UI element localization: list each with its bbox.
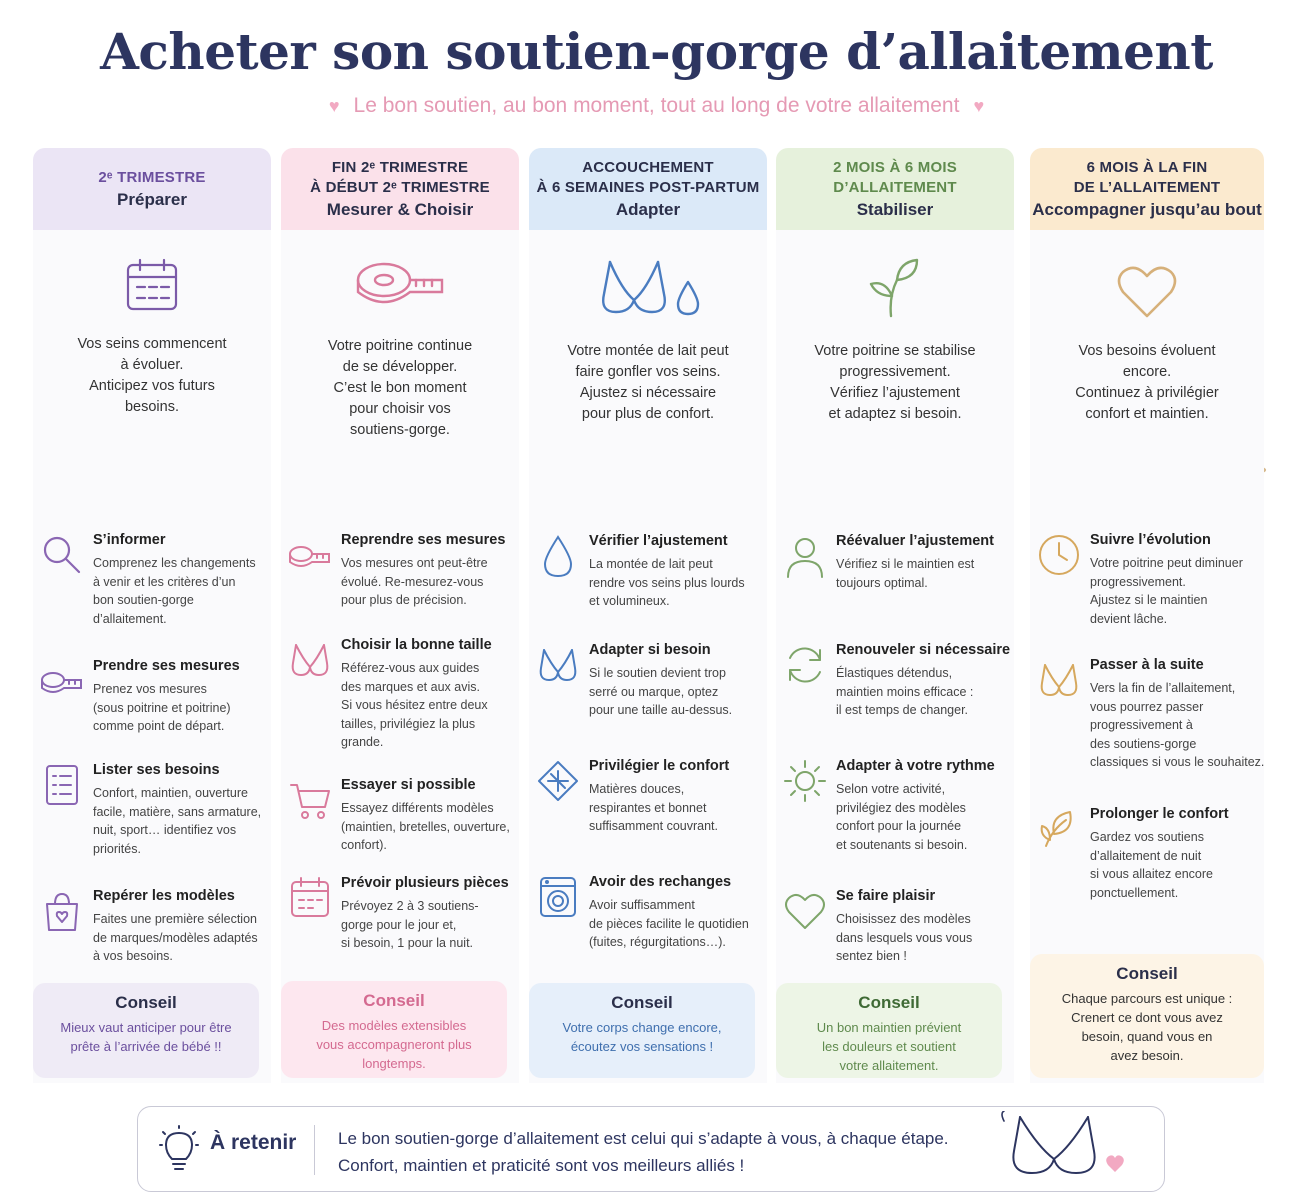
- item-text: Si le soutien devient trop serré ou marque, optez pour une taille au-dessus.: [589, 666, 733, 717]
- item-text: Vers la fin de l’allaitement, vous pourrez passer progressivement à des soutiens-gorge classiques si vous le souhaitez.: [1090, 681, 1265, 769]
- item-title: Repérer les modèles: [93, 888, 235, 904]
- tip-box: [1030, 954, 1264, 1078]
- stage-label: ACCOUCHEMENT À 6 SEMAINES POST-PARTUM: [536, 159, 760, 196]
- washing-machine-icon: [535, 874, 581, 920]
- sun-icon: [782, 758, 828, 804]
- item-title: Se faire plaisir: [836, 888, 936, 904]
- item-text: Faites une première sélection de marques/modèles adaptés à vos besoins.: [93, 912, 258, 963]
- bra-illustration-icon: [998, 1111, 1158, 1187]
- takeaway-text: [338, 1125, 949, 1179]
- takeaway-line-2: Confort, maintien et praticité sont vos meilleurs alliés !: [338, 1156, 745, 1175]
- takeaway-label: À retenir: [210, 1131, 297, 1154]
- item-title: Adapter à votre rythme: [836, 758, 995, 774]
- stage-intro: Vos besoins évoluent encore. Continuez à privilégier confort et maintien.: [1075, 343, 1219, 422]
- drop-icon: [535, 533, 581, 579]
- item-text: Prévoyez 2 à 3 soutiens- gorge pour le jour et, si besoin, 1 pour la nuit.: [341, 899, 479, 950]
- item-title: Suivre l’évolution: [1090, 532, 1211, 548]
- item-text: Selon votre activité, privilégiez des modèles confort pour la journée et soutenants si besoin.: [836, 782, 968, 852]
- item-title: Reprendre ses mesures: [341, 532, 506, 548]
- magnifier-icon: [39, 532, 85, 578]
- item-title: Lister ses besoins: [93, 762, 220, 778]
- stage-intro: Votre poitrine continue de se développer. C’est le bon moment pour choisir vos soutiens-gorge.: [327, 338, 473, 438]
- phase-label: Préparer: [117, 190, 187, 209]
- phase-label: Adapter: [615, 200, 681, 219]
- tip-text: Des modèles extensibles vous accompagneront plus longtemps.: [316, 1018, 472, 1071]
- heart-icon: ♥: [973, 96, 985, 116]
- item-text: Vérifiez si le maintien est toujours optimal.: [836, 557, 975, 590]
- heart-icon: ♥: [328, 96, 340, 116]
- item-text: Matières douces, respirantes et bonnet suffisamment couvrant.: [589, 782, 718, 833]
- item-title: Vérifier l’ajustement: [589, 533, 728, 549]
- item-text: Confort, maintien, ouverture facile, matière, sans armature, nuit, sport… identifiez vos priorités.: [93, 786, 262, 856]
- stage-header: [529, 148, 767, 230]
- calendar-icon: [33, 256, 271, 326]
- item-title: Prolonger le confort: [1090, 806, 1229, 822]
- bra-icon: [1036, 657, 1082, 703]
- item-text: Élastiques détendus, maintien moins efficace : il est temps de changer.: [836, 666, 974, 717]
- stage-header: [776, 148, 1014, 230]
- refresh-icon: [782, 642, 828, 688]
- tip-title: Conseil: [611, 993, 673, 1012]
- stage-column-4: [776, 148, 1014, 1083]
- stage-column-2: [281, 148, 519, 1083]
- item-text: Essayez différents modèles (maintien, bretelles, ouverture, confort).: [341, 801, 510, 852]
- stage-intro: Votre poitrine se stabilise progressivement. Vérifiez l’ajustement et adaptez si besoin.: [814, 343, 976, 422]
- stage-column-3: [529, 148, 767, 1083]
- stage-header: [281, 148, 519, 230]
- item-title: S’informer: [93, 532, 166, 548]
- stage-column-5: [1030, 148, 1264, 1083]
- item-title: Avoir des rechanges: [589, 874, 732, 890]
- item-title: Prévoir plusieurs pièces: [341, 875, 509, 891]
- tip-box: [776, 983, 1002, 1078]
- tip-text: Chaque parcours est unique : Crenert ce dont vous avez besoin, quand vous en avez besoin.: [1061, 991, 1233, 1063]
- tip-text: Mieux vaut anticiper pour être prête à l’arrivée de bébé !!: [60, 1020, 232, 1054]
- key-takeaway-banner: [137, 1106, 1165, 1192]
- item-title: Essayer si possible: [341, 777, 476, 793]
- shopping-cart-icon: [287, 777, 333, 823]
- measuring-tape-icon: [39, 658, 85, 704]
- leaf-icon: [1036, 806, 1082, 852]
- stage-header: [33, 148, 271, 230]
- stage-label: FIN 2ᵉ TRIMESTRE À DÉBUT 2ᵉ TRIMESTRE: [310, 159, 490, 196]
- person-icon: [782, 533, 828, 579]
- measuring-tape-icon: [281, 256, 519, 326]
- stage-label: 6 MOIS À LA FIN DE L’ALLAITEMENT: [1073, 159, 1221, 196]
- item-title: Passer à la suite: [1090, 657, 1204, 673]
- item-text: La montée de lait peut rendre vos seins plus lourds et volumineux.: [589, 557, 745, 608]
- fabric-icon: [535, 758, 581, 804]
- sprout-icon: [776, 256, 1014, 326]
- page-title: Acheter son soutien-gorge d’allaitement: [100, 22, 1213, 81]
- item-title: Réévaluer l’ajustement: [836, 533, 994, 549]
- tip-box: [33, 983, 259, 1078]
- heart-icon: [782, 888, 828, 934]
- item-text: Prenez vos mesures (sous poitrine et poitrine) comme point de départ.: [93, 682, 231, 733]
- item-text: Comprenez les changements à venir et les critères d’un bon soutien-gorge d’allaitement.: [93, 556, 256, 626]
- tip-title: Conseil: [858, 993, 920, 1012]
- stage-label: 2 MOIS À 6 MOIS D’ALLAITEMENT: [833, 159, 957, 196]
- bra-drop-icon: [529, 256, 767, 326]
- calendar-icon: [287, 875, 333, 921]
- item-title: Renouveler si nécessaire: [836, 642, 1011, 658]
- stage-intro: Votre montée de lait peut faire gonfler vos seins. Ajustez si nécessaire pour plus de confort.: [567, 343, 729, 422]
- lightbulb-icon: [158, 1125, 200, 1175]
- tip-text: Votre corps change encore, écoutez vos sensations !: [562, 1020, 722, 1054]
- tip-box: [281, 981, 507, 1078]
- bra-icon: [287, 637, 333, 683]
- item-title: Privilégier le confort: [589, 758, 730, 774]
- item-title: Choisir la bonne taille: [341, 637, 492, 653]
- item-text: Gardez vos soutiens d’allaitement de nuit si vous allaitez encore ponctuellement.: [1090, 830, 1213, 900]
- page-subtitle: [0, 94, 1313, 118]
- tip-box: [529, 983, 755, 1078]
- item-text: Vos mesures ont peut-être évolué. Re-mesurez-vous pour plus de précision.: [341, 556, 488, 607]
- checklist-icon: [39, 762, 85, 808]
- phase-label: Mesurer & Choisir: [326, 200, 474, 219]
- clock-icon: [1036, 532, 1082, 578]
- item-text: Choisissez des modèles dans lesquels vous vous sentez bien !: [836, 912, 973, 963]
- item-title: Adapter si besoin: [589, 642, 711, 658]
- measuring-tape-icon: [287, 532, 333, 578]
- item-title: Prendre ses mesures: [93, 658, 240, 674]
- item-text: Référez-vous aux guides des marques et aux avis. Si vous hésitez entre deux tailles, privilégiez la plus grande.: [341, 661, 488, 749]
- shopping-bag-icon: [39, 888, 85, 934]
- bra-icon: [535, 642, 581, 688]
- stage-column-1: [33, 148, 271, 1083]
- subtitle-text: Le bon soutien, au bon moment, tout au long de votre allaitement: [353, 94, 960, 117]
- takeaway-line-1: Le bon soutien-gorge d’allaitement est celui qui s’adapte à vous, à chaque étape.: [338, 1129, 949, 1148]
- tip-title: Conseil: [115, 993, 177, 1012]
- heart-icon: [1030, 260, 1264, 330]
- item-text: Votre poitrine peut diminuer progressivement. Ajustez si le maintien devient lâche.: [1090, 556, 1243, 626]
- phase-label: Accompagner jusqu’au bout: [1032, 200, 1262, 219]
- item-text: Avoir suffisamment de pièces facilite le quotidien (fuites, régurgitations…).: [589, 898, 749, 949]
- stage-header: [1030, 148, 1264, 230]
- tip-title: Conseil: [1116, 964, 1178, 983]
- phase-label: Stabiliser: [856, 200, 934, 219]
- stage-label: 2ᵉ TRIMESTRE: [98, 169, 206, 186]
- tip-text: Un bon maintien prévient les douleurs et soutient votre allaitement.: [816, 1020, 962, 1073]
- stage-intro: Vos seins commencent à évoluer. Anticipez vos futurs besoins.: [77, 336, 227, 415]
- tip-title: Conseil: [363, 991, 425, 1010]
- divider: [314, 1125, 315, 1175]
